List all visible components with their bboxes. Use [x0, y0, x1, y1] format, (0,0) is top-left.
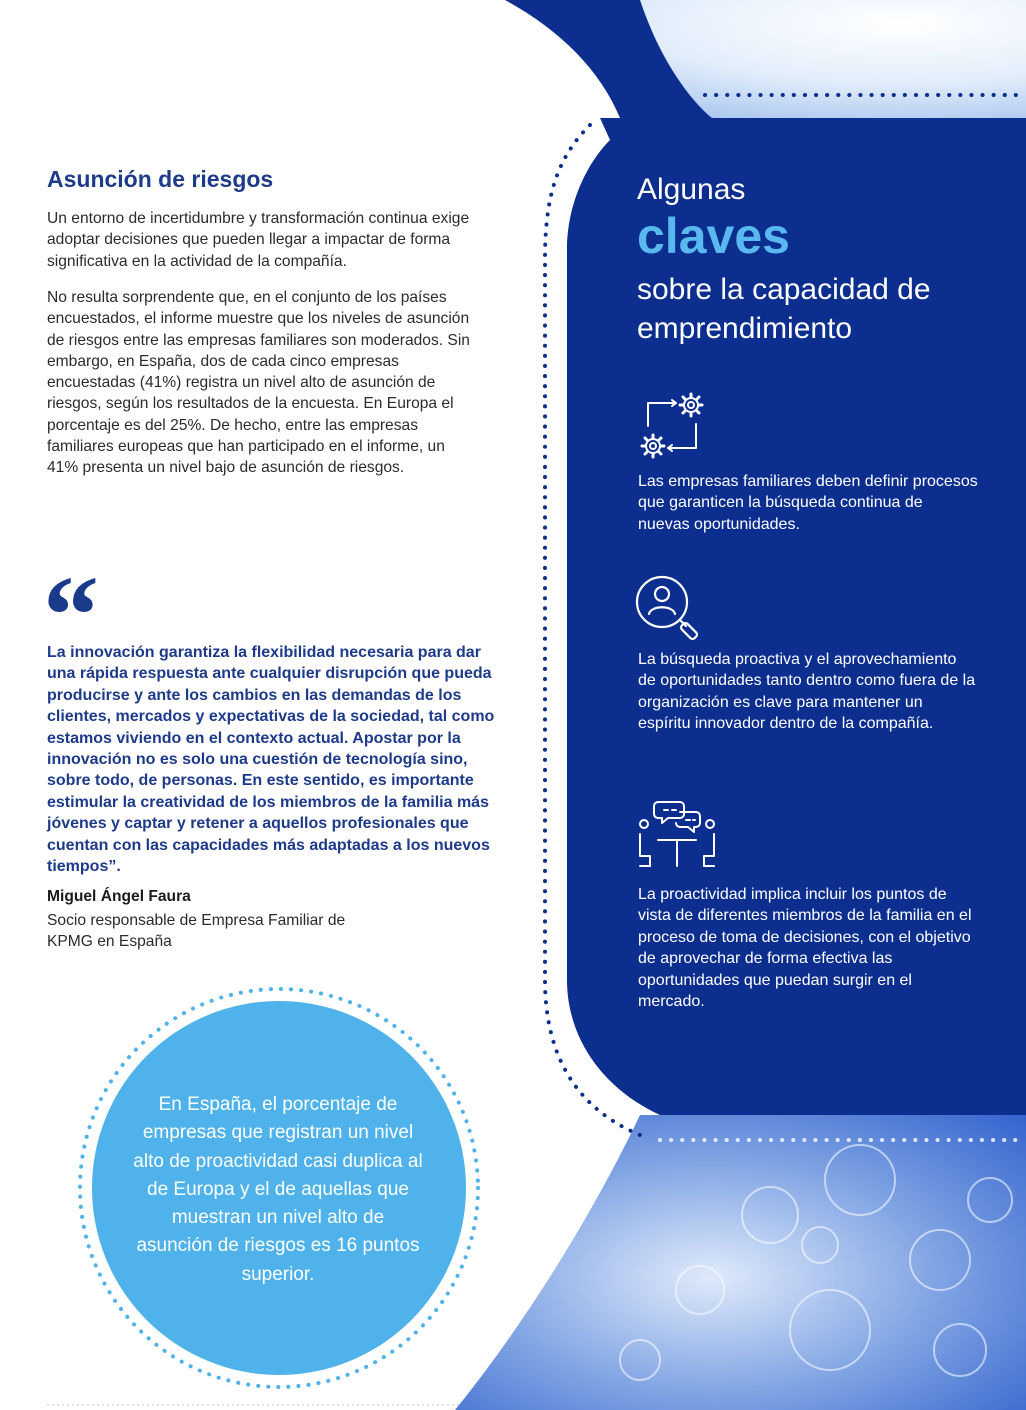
- key-point-2: La búsqueda proactiva y el aprovechamiento de oportunidades tanto dentro como fuera de la organización es clave para mantener un espíritu innovador dentro de la compañía.: [638, 651, 976, 733]
- panel-heading-subtitle: sobre la capacidad de emprendimiento: [637, 273, 931, 345]
- intro-paragraph: Un entorno de incertidumbre y transformación continua exige adoptar decisiones que pueden llegar a impactar de forma significativa en la actividad de la compañía.: [47, 210, 470, 270]
- panel-heading-highlight: claves: [637, 208, 790, 264]
- key-point-3: La proactividad implica incluir los puntos de vista de diferentes miembros de la familia en el proceso de toma de decisiones, con el objetivo de aprovechar de forma efectiva las oportunidades que puedan surgir en el mercado.: [638, 886, 972, 1011]
- key-point-1: Las empresas familiares deben definir procesos que garanticen la búsqueda continua de nuevas oportunidades.: [638, 473, 978, 533]
- gears-process-icon: [636, 390, 708, 462]
- quote-mark-icon: “: [43, 554, 99, 678]
- risk-paragraph: No resulta sorprendente que, en el conjunto de los países encuestados, el informe muestre que los niveles de asunción de riesgos entre las empresas familiares son moderados. Sin embargo, en España, dos de cada cinco empresas encuestadas (41%) registra un nivel alto de asunción de riesgos, según los resultados de la encuesta. En Europa el porcentaje es del 25%. De hecho, entre las empresas familiares europeas que han participado en el informe, un 41% presenta un nivel bajo de asunción de riesgos.: [47, 289, 470, 477]
- meeting-discussion-icon: [636, 798, 720, 870]
- quote-text: La innovación garantiza la flexibilidad necesaria para dar una rápida respuesta ante cualquier disrupción que pueda producirse y ante los cambios en las demandas de los clientes, mercados y expectativas de la sociedad, tal como estamos viviendo en el contexto actual. Apostar por la innovación no es solo una cuestión de tecnología sino, sobre todo, de personas. En este sentido, es importante estimular la creatividad de los miembros de la familia más jóvenes y captar y retener a aquellos profesionales que cuentan con las capacidades más adaptadas a los nuevos tiempos”.: [47, 644, 495, 876]
- panel-heading-intro: Algunas: [637, 173, 746, 206]
- section-title: Asunción de riesgos: [47, 166, 274, 192]
- quote-author-role: Socio responsable de Empresa Familiar de KPMG en España: [47, 912, 346, 951]
- person-search-icon: [634, 574, 702, 642]
- callout-circle-text: En España, el porcentaje de empresas que registran un nivel alto de proactividad casi duplica al de Europa y el de aquellas que muestran un nivel alto de asunción de riesgos es 16 puntos superior.: [133, 1094, 423, 1285]
- quote-author: Miguel Ángel Faura: [47, 888, 191, 905]
